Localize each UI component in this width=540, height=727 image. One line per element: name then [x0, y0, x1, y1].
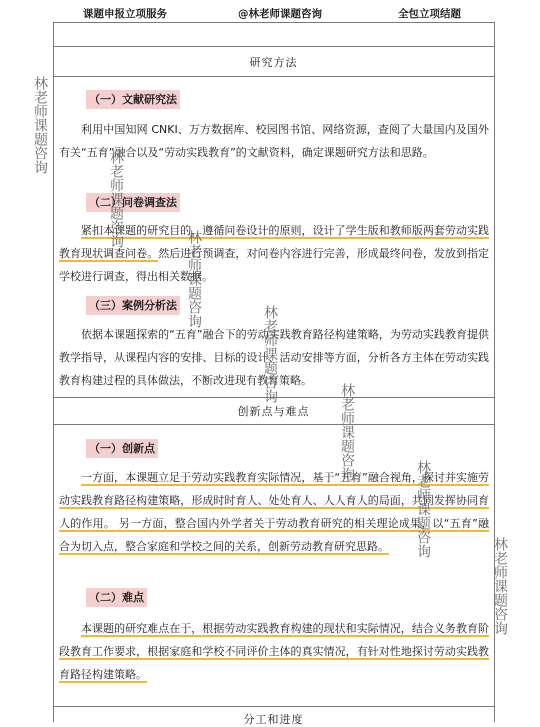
section-title-innovation: 创新点与难点	[237, 405, 310, 418]
watermark-text: 林老师课题咨询	[415, 460, 431, 558]
highlighted-text: 紧扣本课题的研究目的，遵循问卷设计的原则，设计了学生版和教师版两套劳动实践教育现状调查问卷。	[59, 224, 489, 260]
table-border-top	[53, 22, 494, 23]
difficulty-text	[59, 617, 489, 686]
watermark-text: 林老师课题咨询	[262, 305, 278, 403]
method-text-literature: 利用中国知网 CNKI、万方数据库、校园图书馆、网络资源，查阅了大量国内及国外有关“五育”融合以及“劳动实践教育”的文献资料，确定课题研究方法和思路。	[59, 123, 489, 159]
table-divider	[53, 424, 494, 425]
section-title-schedule: 分工和进度	[243, 713, 304, 726]
difficulty-heading: （二）难点	[86, 588, 147, 607]
watermark-text: 林老师课题咨询	[186, 230, 202, 328]
header-bar	[0, 0, 540, 24]
header-center-text: @林老师课题咨询	[238, 8, 322, 20]
method-text-case: 依据本课题探索的“五育”融合下的劳动实践教育路径构建策略，为劳动实践教育提供教学指导，从课程内容的安排、目标的设计、活动安排等方面，分析各方主体在劳动实践教育构建过程的具体做法，不断改进现有教育策略。	[59, 328, 489, 387]
highlighted-text: 一方面，本课题立足于劳动实践教育实际情况，基于“五育”融合视角，探讨并实施劳动实践教育路径构建策略，形成时时育人、处处育人、人人育人的局面，共同发挥协同育人的作用。	[59, 471, 489, 530]
table-divider	[53, 46, 494, 47]
innovation-heading: （一）创新点	[86, 439, 158, 458]
section-title-methods: 研究方法	[249, 56, 298, 69]
highlighted-text: 本课题的研究难点在于，根据劳动实践教育构建的现状和实际情况，结合义务教育阶段教育工作要求，根据家庭和学校不同评价主体的真实情况，有针对性地探讨劳动实践教育路径构建策略。	[59, 622, 489, 681]
table-divider	[53, 706, 494, 707]
method-heading-case: （三）案例分析法	[86, 296, 180, 315]
table-divider	[53, 76, 494, 77]
highlighted-text: 另一方面，整合国内外学者关于劳动教育研究的相关理论成果，以“五育”融合为切入点，整合家庭和学校之间的关系，创新劳动教育研究思路。	[59, 517, 489, 553]
watermark-text: 林老师课题咨询	[492, 537, 508, 635]
watermark-text: 林老师课题咨询	[108, 150, 124, 248]
header-right-text: 全包立项结题	[398, 8, 461, 20]
method-heading-survey: （二）问卷调查法	[86, 193, 180, 212]
header-left-text: 课题申报立项服务	[83, 8, 167, 20]
watermark-text: 林老师课题咨询	[339, 383, 355, 481]
watermark-text: 林老师课题咨询	[32, 76, 48, 174]
method-text-survey-rest: 然后进行预调查，对问卷内容进行完善，形成最终问卷，发放到指定学校进行调查，得出相关数据。	[59, 247, 490, 283]
method-heading-literature: （一）文献研究法	[86, 90, 180, 109]
